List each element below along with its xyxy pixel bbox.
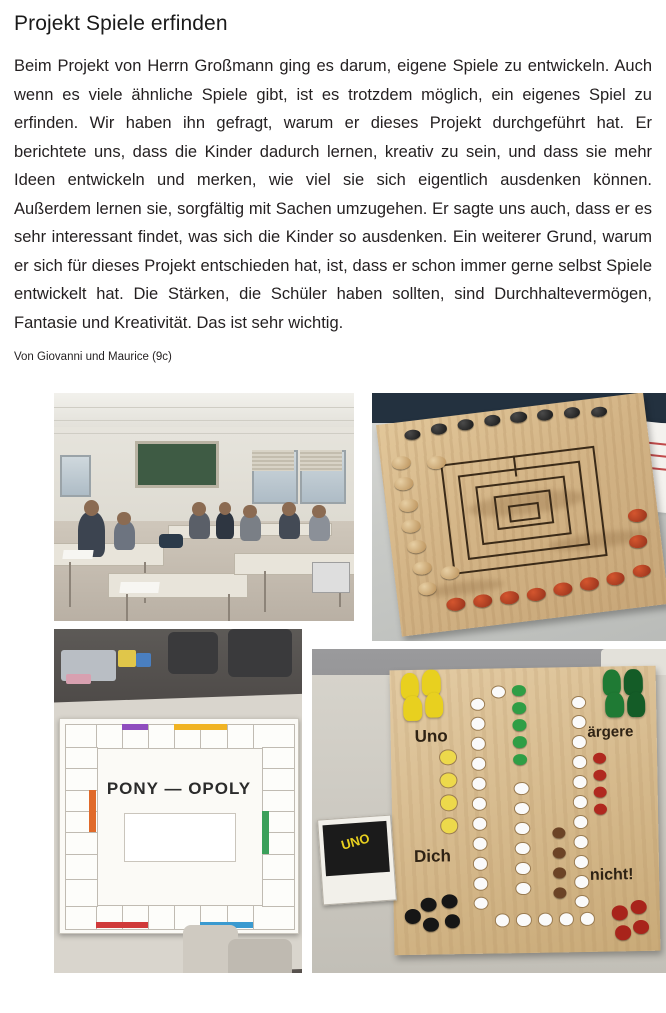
page-title: Projekt Spiele erfinden	[14, 12, 228, 35]
ludo-word-uno: Uno	[414, 726, 448, 747]
uno-card-deck	[317, 815, 397, 906]
chalkboard	[135, 441, 219, 488]
ludo-word-nicht: nicht!	[589, 866, 634, 884]
classroom-photo	[54, 393, 354, 621]
ludo-word-aergere: ärgere	[587, 723, 634, 742]
ponyopoly-title-left: PONY	[106, 779, 159, 799]
uno-card-face	[322, 821, 389, 876]
photo-gallery	[14, 377, 652, 957]
article-body-text: Beim Projekt von Herrn Großmann ging es darum, eigene Spiele zu entwickeln. Auch wenn es viele ähnliche Spiele gibt, ist es trotzdem möglich, ein eigenes Spiel zu erfinden. Wir haben ihn gefragt, warum er dieses Projekt durchgeführt hat. Er berichtete uns, dass die Kinder dadurch lernen, kreativ zu sein, und dass sie mehr Ideen entwickeln und merken, wie viel sie sich eigentlich ausdenken können. Außerdem lernen sie, sorgfältig mit Sachen umzugehen. Er sagte uns auch, dass er es sehr interessant findet, was sich die Kinder so ausdenken. Ein weiterer Grund, warum er sich für dieses Projekt entschieden hat, ist, dass er schon immer gerne selbst Spiele entwickelt hat. Die Stärken, die Schüler haben sollten, sind Durchhaltevermögen, Fantasie und Kreativität. Das ist sehr wichtig.	[14, 57, 652, 332]
wooden-game-board	[376, 393, 666, 637]
uno-card-label: UNO	[339, 830, 372, 854]
ludo-word-dich: Dich	[413, 846, 451, 867]
classroom-ceiling	[54, 393, 354, 427]
ponyopoly-board-photo	[54, 629, 302, 973]
board-center-box	[124, 813, 236, 862]
ponyopoly-title-dash: —	[164, 779, 183, 799]
ponyopoly-game-board	[59, 718, 299, 933]
ponyopoly-title	[60, 779, 298, 799]
ponyopoly-title-right: OPOLY	[188, 779, 252, 799]
ludo-game-board	[389, 666, 660, 956]
ludo-board-photo	[312, 649, 666, 973]
labyrinth-board-photo	[372, 393, 666, 641]
article-byline: Von Giovanni und Maurice (9c)	[14, 351, 172, 363]
